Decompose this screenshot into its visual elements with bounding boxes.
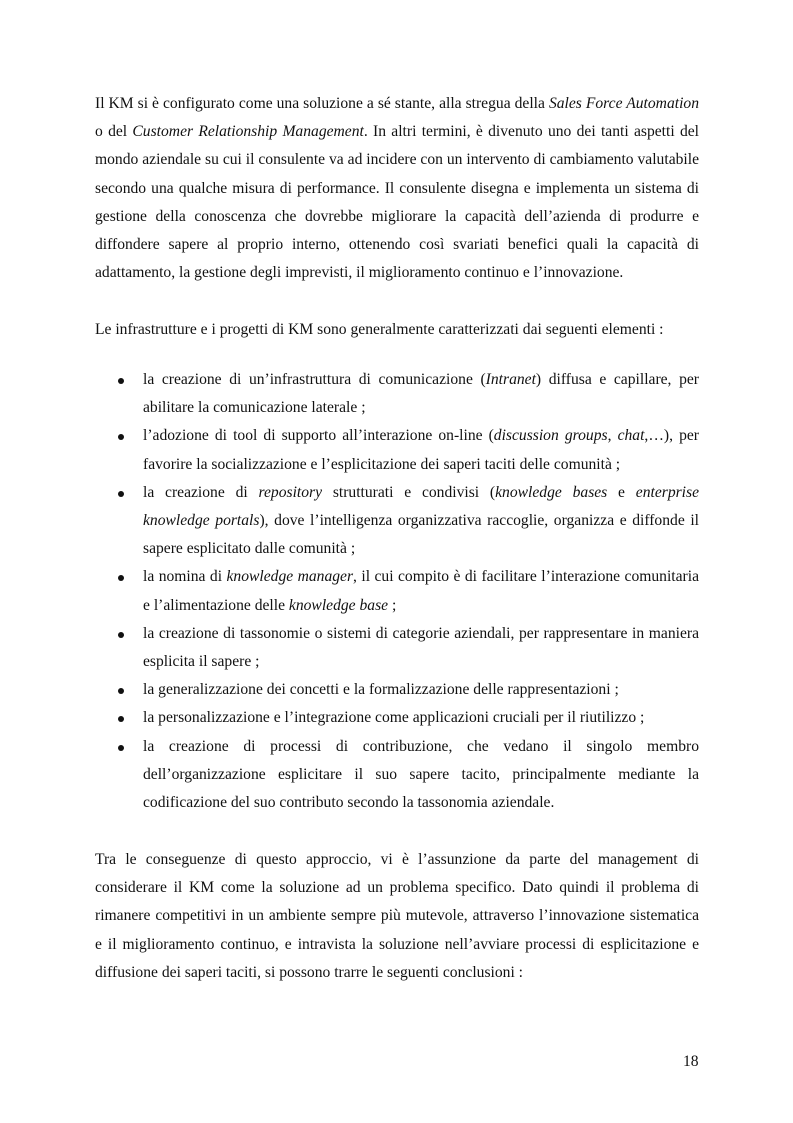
text-run: . In altri termini, è divenuto uno dei tanti aspetti del mondo aziendale su cui il consulente va ad incidere con un intervento di cambiamento valutabile secondo una qualche misura di performance. Il consulente disegna e implementa un sistema di gestione della conoscenza che dovrebbe migliorare la capacità dell’azienda di produrre e diffondere sapere al proprio interno, ottenendo così svariati benefici quali la capacità di adattamento, la gestione degli imprevisti, il miglioramento continuo e l’innovazione.: [95, 123, 699, 282]
intro-paragraph: [95, 90, 699, 287]
characteristics-list: [0, 366, 793, 817]
list-item: la creazione di tassonomie o sistemi di categorie aziendali, per rappresentare in maniera esplicita il sapere ;: [0, 620, 699, 676]
bullet-icon: [118, 491, 124, 497]
italic-term: Customer Relationship Management: [132, 123, 364, 141]
italic-term: Sales Force Automation: [548, 95, 699, 112]
list-lead-sentence: Le infrastrutture e i progetti di KM sono generalmente caratterizzati dai seguenti elementi :: [95, 321, 664, 338]
list-item: la creazione di repository strutturati e condivisi (knowledge bases e enterprise knowledge portals), dove l’intelligenza organizzativa raccoglie, organizza e diffonde il sapere esplicitato dalle comunità ;: [0, 479, 699, 564]
page-number: 18: [683, 1053, 699, 1070]
conclusion-paragraph: Tra le conseguenze di questo approccio, vi è l’assunzione da parte del management di considerare il KM come la soluzione ad un problema specifico. Dato quindi il problema di rimanere competitivi in un ambiente sempre più mutevole, attraverso l’innovazione sistematica e il miglioramento continuo, e intravista la soluzione nell’avviare processi di esplicitazione e diffusione dei saperi taciti, si possono trarre le seguenti conclusioni :: [95, 851, 699, 981]
bullet-icon: [118, 378, 124, 384]
bullet-icon: [118, 688, 124, 694]
list-item: la creazione di processi di contribuzione, che vedano il singolo membro dell’organizzazione esplicitare il suo sapere tacito, principalmente mediante la codificazione del suo contributo secondo la tassonomia aziendale.: [0, 733, 699, 818]
text-run: o del: [95, 123, 133, 141]
text-run: Il KM si è configurato come una soluzione a sé stante, alla stregua della: [95, 95, 549, 112]
bullet-icon: [118, 632, 124, 638]
bullet-icon: [118, 434, 124, 440]
list-item: la creazione di un’infrastruttura di comunicazione (Intranet) diffusa e capillare, per abilitare la comunicazione laterale ;: [0, 366, 699, 422]
list-item: la generalizzazione dei concetti e la formalizzazione delle rappresentazioni ;: [0, 676, 699, 704]
list-item: l’adozione di tool di supporto all’interazione on-line (discussion groups, chat,…), per favorire la socializzazione e l’esplicitazione dei saperi taciti delle comunità ;: [0, 422, 699, 478]
bullet-icon: [118, 575, 124, 581]
list-item: la nomina di knowledge manager, il cui compito è di facilitare l’interazione comunitaria e l’alimentazione delle knowledge base ;: [0, 563, 699, 619]
bullet-icon: [118, 745, 124, 751]
bullet-icon: [118, 716, 124, 722]
list-item: la personalizzazione e l’integrazione come applicazioni cruciali per il riutilizzo ;: [0, 704, 699, 732]
